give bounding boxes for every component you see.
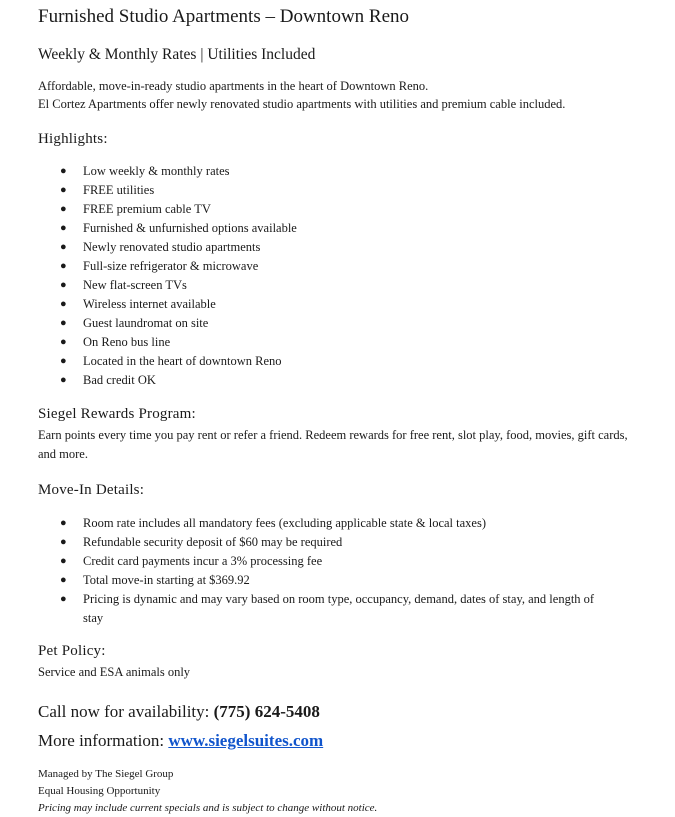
bullet-icon: ●: [60, 279, 67, 291]
list-item: [38, 552, 648, 571]
website-link[interactable]: www.siegelsuites.com: [168, 731, 324, 750]
more-info-label: More information:: [38, 731, 165, 750]
pet-policy-heading: Pet Policy:: [38, 643, 106, 659]
move-in-list: [38, 514, 648, 628]
list-item-text: Refundable security deposit of $60 may be required: [83, 535, 343, 549]
bullet-icon: ●: [60, 536, 67, 548]
bullet-icon: ●: [60, 517, 67, 529]
list-item: [38, 571, 648, 590]
bullet-icon: ●: [60, 574, 67, 586]
page-title: Furnished Studio Apartments – Downtown Reno: [38, 6, 410, 27]
move-in-heading: Move-In Details:: [38, 482, 145, 498]
list-item-text: Wireless internet available: [83, 297, 216, 311]
list-item: [38, 333, 648, 352]
list-item-text: Located in the heart of downtown Reno: [83, 354, 282, 368]
bullet-icon: ●: [60, 203, 67, 215]
list-item: [38, 162, 648, 181]
bullet-icon: ●: [60, 222, 67, 234]
bullet-icon: ●: [60, 298, 67, 310]
bullet-icon: ●: [60, 555, 67, 567]
page-subtitle: Weekly & Monthly Rates | Utilities Included: [38, 46, 316, 63]
list-item-text: Total move-in starting at $369.92: [83, 573, 250, 587]
list-item-text: Newly renovated studio apartments: [83, 240, 261, 254]
list-item-text: Pricing is dynamic and may vary based on room type, occupancy, demand, dates of stay, and length of stay: [83, 592, 595, 625]
list-item: [38, 238, 648, 257]
list-item-text: Bad credit OK: [83, 373, 156, 387]
list-item: [38, 219, 648, 238]
bullet-icon: ●: [60, 184, 67, 196]
call-label: Call now for availability:: [38, 702, 210, 721]
list-item: [38, 314, 648, 333]
managed-by-text: Managed by The Siegel Group: [38, 768, 174, 780]
list-item: [38, 352, 648, 371]
list-item-text: Credit card payments incur a 3% processing fee: [83, 554, 323, 568]
bullet-icon: ●: [60, 165, 67, 177]
list-item-text: FREE utilities: [83, 183, 155, 197]
list-item-text: Furnished & unfurnished options available: [83, 221, 297, 235]
intro-section: [38, 77, 648, 113]
highlights-list: [38, 162, 648, 390]
pet-policy-text: Service and ESA animals only: [38, 665, 191, 679]
list-item-text: On Reno bus line: [83, 335, 171, 349]
equal-housing-text: Equal Housing Opportunity: [38, 785, 161, 797]
list-item: [38, 276, 648, 295]
bullet-icon: ●: [60, 593, 67, 605]
intro-line: El Cortez Apartments offer newly renovated studio apartments with utilities and premium cable included.: [38, 97, 566, 111]
bullet-icon: ●: [60, 317, 67, 329]
list-item: [38, 371, 648, 390]
phone-number: (775) 624-5408: [213, 702, 320, 721]
list-item-text: FREE premium cable TV: [83, 202, 211, 216]
bullet-icon: ●: [60, 374, 67, 386]
list-item: [38, 200, 648, 219]
more-info-line: [38, 730, 648, 752]
list-item: [38, 181, 648, 200]
list-item: [38, 295, 648, 314]
disclaimer-text: Pricing may include current specials and is subject to change without notice.: [38, 802, 378, 814]
bullet-icon: ●: [60, 336, 67, 348]
list-item: [38, 533, 648, 552]
rewards-text: Earn points every time you pay rent or refer a friend. Redeem rewards for free rent, slot play, food, movies, gift cards, and more.: [38, 428, 628, 461]
list-item: [38, 514, 648, 533]
call-line: [38, 701, 648, 723]
list-item: [38, 257, 648, 276]
bullet-icon: ●: [60, 355, 67, 367]
list-item-text: Low weekly & monthly rates: [83, 164, 230, 178]
bullet-icon: ●: [60, 241, 67, 253]
list-item-text: New flat-screen TVs: [83, 278, 187, 292]
list-item-text: Guest laundromat on site: [83, 316, 209, 330]
list-item-text: Full-size refrigerator & microwave: [83, 259, 259, 273]
intro-line: Affordable, move-in-ready studio apartments in the heart of Downtown Reno.: [38, 79, 429, 93]
highlights-heading: Highlights:: [38, 131, 108, 147]
list-item: [38, 590, 648, 628]
rewards-heading: Siegel Rewards Program:: [38, 406, 196, 422]
bullet-icon: ●: [60, 260, 67, 272]
list-item-text: Room rate includes all mandatory fees (excluding applicable state & local taxes): [83, 516, 486, 530]
footer: [38, 766, 648, 817]
